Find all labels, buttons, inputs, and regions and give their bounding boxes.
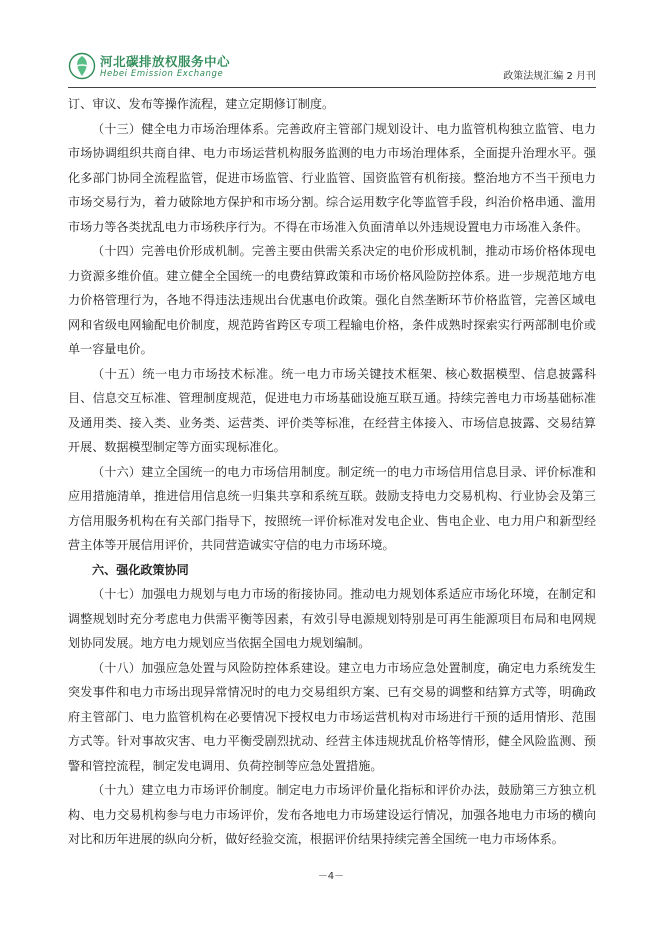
paragraph-item-19: （十九）建立电力市场评价制度。制定电力市场评价量化指标和评价办法，鼓励第三方独立机构、电力交易机构参与电力市场评价，发布各地电力市场建设运行情况，加强各地电力市场的横向对比和历年进展的纵向分析，做好经验交流，根据评价结果持续完善全国统一电力市场体系。 [68, 783, 596, 846]
page-number: －4－ [317, 871, 345, 882]
page-header [68, 50, 596, 86]
document-body [68, 92, 596, 852]
section-heading-6: 六、强化政策协同 [92, 562, 189, 577]
paragraph-item-15: （十五）统一电力市场技术标准。统一电力市场关键技术框架、核心数据模型、信息披露科目、信息交互标准、管理制度规范，促进电力市场基础设施互联互通。持续完善电力市场基础标准及通用类、接入类、业务类、运营类、评价类等标准，在经营主体接入、市场信息披露、交易结算开展、数据模型制定等方面实现标准化。 [68, 366, 596, 454]
header-divider [68, 87, 596, 88]
org-name-cn: 河北碳排放权服务中心 [100, 54, 231, 69]
org-logo-icon [68, 52, 96, 80]
paragraph-item-18: （十八）加强应急处置与风险防控体系建设。建立电力市场应急处置制度，确定电力系统发生突发事件和电力市场出现异常情况时的电力交易组织方案、已有交易的调整和结算方式等，明确政府主管部门、电力监管机构在必要情况下授权电力市场运营机构对市场进行干预的适用情形、范围方式等。针对事故灾害、电力平衡受剧烈扰动、经营主体违规扰乱价格等情形，健全风险监测、预警和管控流程，制定发电调用、负荷控制等应急处置措施。 [68, 660, 596, 773]
org-name-en: Hebei Emission Exchange [100, 69, 224, 79]
issue-label: 政策法规汇编 2 月刊 [503, 71, 596, 82]
paragraph-item-16: （十六）建立全国统一的电力市场信用制度。制定统一的电力市场信用信息目录、评价标准和应用措施清单，推进信用信息统一归集共享和系统互联。鼓励支持电力交易机构、行业协会及第三方信用服务机构在有关部门指导下，按照统一评价标准对发电企业、售电企业、电力用户和新型经营主体等开展信用评价，共同营造诚实守信的电力市场环境。 [68, 464, 596, 552]
paragraph-item-17: （十七）加强电力规划与电力市场的衔接协同。推动电力规划体系适应市场化环境，在制定和调整规划时充分考虑电力供需平衡等因素，有效引导电源规划特别是可再生能源项目布局和电网规划协同发展。地方电力规划应当依据全国电力规划编制。 [68, 587, 596, 650]
paragraph-intro-continuation: 订、审议、发布等操作流程，建立定期修订制度。 [68, 97, 335, 111]
paragraph-item-13: （十三）健全电力市场治理体系。完善政府主管部门规划设计、电力监管机构独立监管、电力市场协调组织共商自律、电力市场运营机构服务监测的电力市场治理体系，全面提升治理水平。强化多部门协同全流程监管，促进市场监管、行业监管、国资监管有机衔接。整治地方不当干预电力市场交易行为，着力破除地方保护和市场分割。综合运用数字化等监管手段，纠治价格串通、滥用市场力等各类扰乱电力市场秩序行为。不得在市场准入负面清单以外违规设置电力市场准入条件。 [68, 121, 596, 234]
paragraph-item-14: （十四）完善电价形成机制。完善主要由供需关系决定的电价形成机制，推动市场价格体现电力资源多维价值。建立健全全国统一的电费结算政策和市场价格风险防控体系。进一步规范地方电力价格管理行为，各地不得违法违规出台优惠电价政策。强化自然垄断环节价格监管，完善区域电网和省级电网输配电价制度，规范跨省跨区专项工程输电价格，条件成熟时探索实行两部制电价或单一容量电价。 [68, 244, 596, 356]
